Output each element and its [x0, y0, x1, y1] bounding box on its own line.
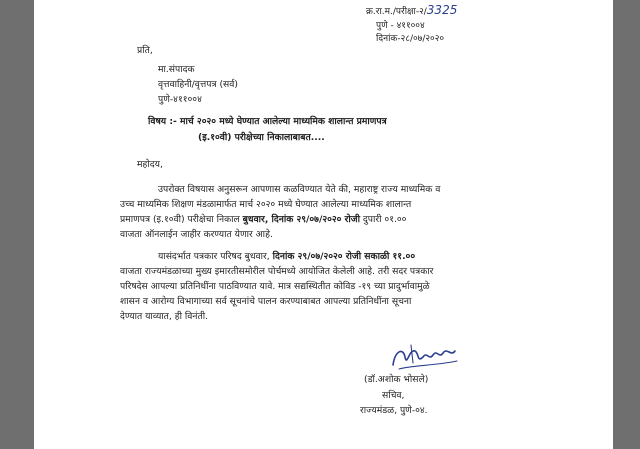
reference-number-handwritten: 3325 [426, 3, 458, 17]
para1-line3-time: दुपारी ०१.०० [359, 214, 407, 225]
reference-number-prefix: क्र.रा.म./परीक्षा-२/ [366, 7, 427, 17]
reference-number [366, 4, 457, 18]
para1-line2: उच्च माध्यमिक शिक्षण मंडळामार्फत मार्च २०२० मध्ये घेण्यात आलेल्या माध्यमिक शालान्त [120, 199, 412, 210]
subject-line2: (इ.१०वी) परीक्षेच्या निकालाबाबत.... [198, 132, 325, 143]
para1-result-date: बुधवार, दिनांक २९/०७/२०२० रोजी [242, 214, 360, 225]
signatory-office: राज्यमंडळ, पुणे-०४. [360, 405, 428, 416]
salutation: महोदय, [137, 159, 163, 170]
addressee-line3: पुणे-४११००४ [158, 94, 202, 105]
addressee-line2: वृत्तवाहिनी/वृत्तपत्र (सर्व) [158, 79, 238, 90]
signatory-name: (डॉ.अशोक भोसले) [364, 374, 429, 385]
para1-line4: वाजता ऑनलाईन जाहीर करण्यात येणार आहे. [120, 229, 273, 240]
para2-line2: वाजता राज्यमंडळाच्या मुख्य इमारतीसमोरील पोर्चमध्ये आयोजित केलेली आहे. तरी सदर पत्रकार [120, 266, 434, 277]
para2-line1-text: यासंदर्भात पत्रकार परिषद बुधवार, [158, 251, 273, 262]
para1-line3-text: प्रमाणपत्र (इ.१०वी) परीक्षेचा निकाल [120, 214, 243, 225]
para1-line1: उपरोक्त विषयास अनुसरून आपणास कळविण्यात येते की, महाराष्ट्र राज्य माध्यमिक व [158, 184, 441, 195]
handwritten-signature [389, 339, 461, 375]
subject-line1: विषय :- मार्च २०२० मध्ये घेण्यात आलेल्या माध्यमिक शालान्त प्रमाणपत्र [148, 116, 387, 127]
document-page [34, 0, 613, 449]
reference-date: दिनांक-२८/०७/२०२० [376, 34, 445, 44]
para2-line4: शासन व आरोग्य विभागाच्या सर्व सूचनांचे पालन करण्याबाबत आपल्या प्रतिनिधींना सूचना [120, 296, 412, 307]
addressee-prati: प्रति, [137, 45, 153, 56]
para1-line3 [120, 214, 406, 226]
para2-line1 [158, 251, 415, 263]
para2-line3: परिषदेस आपल्या प्रतिनिधींना पाठविण्यात यावे. मात्र सद्यस्थितीत कोविड -१९ च्या प्रादुर्भावामुळे [120, 281, 430, 292]
signatory-title: सचिव, [382, 390, 405, 401]
addressee-line1: मा.संपादक [158, 64, 195, 75]
para2-line5: देण्यात याव्यात, ही विनंती. [120, 311, 209, 322]
reference-city: पुणे - ४११००४ [376, 21, 425, 31]
viewer-background-left [0, 0, 34, 449]
para2-press-date: दिनांक २९/०७/२०२० रोजी सकाळी ११.०० [272, 251, 416, 262]
viewer-background-right [613, 0, 640, 449]
